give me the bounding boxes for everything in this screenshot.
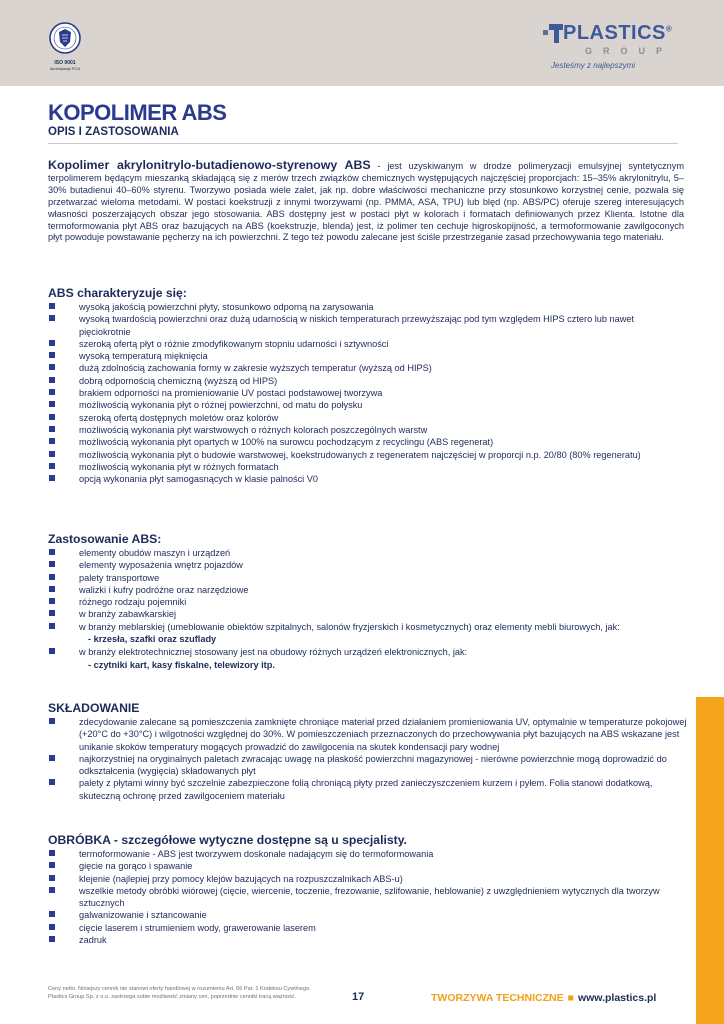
header-band <box>0 0 724 86</box>
bullet-square-icon <box>49 389 55 395</box>
bullet-square-icon <box>49 549 55 555</box>
list-item <box>48 449 688 461</box>
list-item <box>48 313 688 338</box>
bullet-square-icon <box>49 623 55 629</box>
bullet-square-icon <box>49 887 55 893</box>
certification-seal-icon <box>48 20 82 60</box>
list-item <box>48 424 688 436</box>
list-item-text: możliwością wykonania płyt w różnych formatach <box>79 461 279 472</box>
processing-section <box>48 833 688 946</box>
bullet-square-icon <box>49 475 55 481</box>
bullet-square-icon <box>49 377 55 383</box>
bullet-square-icon <box>49 364 55 370</box>
bullet-square-icon <box>49 315 55 321</box>
list-item-text: palety transportowe <box>79 572 160 583</box>
list-item <box>48 753 688 778</box>
list-item <box>48 399 688 411</box>
list-item-text: szeroką ofertą płyt o różnie zmodyfikowanym stopniu udarności i sztywności <box>79 338 389 349</box>
list-item-text: w branży meblarskiej (umeblowanie obiektów szpitalnych, salonów fryzjerskich i kosmetycznych) oraz elementy mebli biurowych, jak: <box>79 621 620 632</box>
bullet-square-icon <box>49 610 55 616</box>
bullet-square-icon <box>49 438 55 444</box>
iso-sublabel: Akredytacja PCA <box>49 66 81 71</box>
list-item-text: termoformowanie - ABS jest tworzywem doskonale nadającym się do termoformowania <box>79 849 434 859</box>
bullet-square-icon <box>49 862 55 868</box>
applications-section <box>48 532 688 671</box>
list-item <box>48 608 688 620</box>
applications-list <box>48 547 688 633</box>
bullet-square-icon <box>49 755 55 761</box>
disclaimer-line-2: Plastics Group Sp. z o.o. zastrzega sobie możliwość zmiany cen, poprzednie cenniki tracą ważność. <box>48 993 297 1000</box>
furniture-note: - krzesła, szafki oraz szuflady <box>88 634 217 645</box>
bullet-square-icon <box>49 303 55 309</box>
list-item <box>48 473 688 485</box>
list-item-text: cięcie laserem i strumieniem wody, grawerowanie laserem <box>79 922 316 933</box>
intro-lead: Kopolimer akrylonitrylo-butadienowo-styrenowy ABS <box>48 158 371 172</box>
storage-section <box>48 701 688 802</box>
bullet-square-icon <box>49 598 55 604</box>
list-item-text: wysoką twardością powierzchni oraz dużą udarnością w niskich temperaturach przewyższając pod tym względem HIPS cztero lub nawet pięciokrotnie <box>79 314 635 337</box>
list-item <box>48 621 688 633</box>
bullet-square-icon <box>49 414 55 420</box>
list-item-text: zdecydowanie zalecane są pomieszczenia zamknięte chroniące materiał przed działaniem promieniowania UV, optymalnie w temperaturze pokojowej (+20°C do +30°C) i wilgotności względnej do 30%. W pomieszczeniach przeznaczonych do przechowywania płyt bazujących na ABS wskazane jest unikanie skoków temperatury mogących prowadzić do zawilgocenia na skutek kondensacji pary wodnej <box>79 717 687 752</box>
list-item-text: wysoką temperaturą mięknięcia <box>79 351 208 362</box>
list-item <box>48 301 688 313</box>
list-item-text: klejenie (najlepiej przy pomocy klejów bazujących na rozpuszczalnikach ABS-u) <box>79 873 403 884</box>
list-item <box>48 922 688 934</box>
bullet-square-icon <box>49 875 55 881</box>
list-item-text: elementy obudów maszyn i urządzeń <box>79 548 231 558</box>
list-item <box>48 596 688 608</box>
list-item-text: brakiem odporności na promieniowanie UV postaci podstawowej tworzywa <box>79 388 383 399</box>
bullet-square-icon <box>49 574 55 580</box>
list-item-text: możliwością wykonania płyt o różnej powierzchni, od matu do połysku <box>79 400 363 411</box>
list-item <box>48 559 688 571</box>
processing-heading: OBRÓBKA - szczegółowe wytyczne dostępne są u specjalisty. <box>48 833 407 847</box>
list-item-text: dużą zdolnością zachowania formy w zakresie wyższych temperatur (wyższą od HIPS) <box>79 363 432 374</box>
features-list <box>48 301 688 485</box>
page-subtitle: OPIS I ZASTOSOWANIA <box>48 126 179 138</box>
bullet-square-icon <box>49 924 55 930</box>
bullet-square-icon <box>49 426 55 432</box>
list-item <box>48 909 688 921</box>
electronics-list <box>48 646 688 658</box>
bullet-square-icon <box>49 911 55 917</box>
page-number: 17 <box>352 991 365 1003</box>
list-item <box>48 860 688 872</box>
side-accent-bar <box>696 697 724 1024</box>
footer-separator-icon: ■ <box>567 992 574 1004</box>
applications-heading: Zastosowanie ABS: <box>48 532 162 546</box>
logo-name: PLASTICS® <box>563 22 673 44</box>
list-item-text: wszelkie metody obróbki wiórowej (cięcie, wiercenie, toczenie, frezowanie, szlifowanie, heblowanie) z uwzględnieniem wytycznych dla tworzyw sztucznych <box>79 885 660 909</box>
bullet-square-icon <box>49 936 55 942</box>
list-item <box>48 436 688 448</box>
bullet-square-icon <box>49 352 55 358</box>
iso-badge <box>42 60 88 72</box>
list-item-text: elementy wyposażenia wnętrz pojazdów <box>79 560 243 571</box>
intro-section <box>48 160 684 244</box>
processing-list <box>48 848 688 946</box>
footer-section-label: TWORZYWA TECHNICZNE <box>431 992 564 1004</box>
list-item-text: różnego rodzaju pojemniki <box>79 597 187 608</box>
bullet-square-icon <box>49 561 55 567</box>
list-item-text: galwanizowanie i sztancowanie <box>79 910 207 921</box>
features-heading: ABS charakteryzuje się: <box>48 286 187 300</box>
logo-slogan: Jesteśmy z najlepszymi <box>551 61 636 70</box>
storage-list <box>48 716 688 802</box>
bullet-square-icon <box>49 586 55 592</box>
bullet-square-icon <box>49 340 55 346</box>
list-item-text: walizki i kufry podróżne oraz narzędziowe <box>79 584 249 595</box>
list-item-text: możliwością wykonania płyt o budowie warstwowej, koekstrudowanych z regeneratem najczęściej w proporcji n.p. 20/80 (80% regeneratu) <box>79 449 641 460</box>
list-item <box>48 885 688 910</box>
list-item <box>48 338 688 350</box>
list-item <box>48 716 688 753</box>
electronics-note: - czytniki kart, kasy fiskalne, telewizory itp. <box>88 659 275 670</box>
disclaimer-line-1: Ceny netto. Niniejszy cennik nie stanowi oferty handlowej w rozumieniu Art. 66 Par. 1 Kodeksu Cywilnego. <box>48 986 311 992</box>
bullet-square-icon <box>49 463 55 469</box>
logo-group: GROUP <box>585 46 674 56</box>
list-item <box>48 777 688 802</box>
footer-brand <box>431 992 656 1004</box>
list-item <box>48 387 688 399</box>
footer-disclaimer <box>48 986 348 1001</box>
plastics-group-logo <box>543 22 688 72</box>
list-item-text: najkorzystniej na oryginalnych paletach zwracając uwagę na płaskość powierzchni magazynowej - nierówne powierzchnie mogą doprowadzić do odkształcenia (wygięcia) składowanych płyt <box>79 753 667 777</box>
list-item <box>48 584 688 596</box>
list-item <box>48 547 688 559</box>
list-item-text: opcją wykonania płyt samogasnących w klasie palności V0 <box>79 474 319 485</box>
storage-heading: SKŁADOWANIE <box>48 701 140 715</box>
page-title: KOPOLIMER ABS <box>48 100 227 125</box>
list-item <box>48 375 688 387</box>
list-item <box>48 934 688 946</box>
list-item-text: palety z płytami winny być szczelnie zabezpieczone folią chroniącą płyty przed zanieczyszczeniem kurzem i pyłem. Folia stanowi dodatkową, skuteczną ochronę przed zawilgoceniem materiału <box>79 778 653 801</box>
list-item-text: możliwością wykonania płyt opartych w 100% na surowcu pochodzącym z recyclingu (ABS regenerat) <box>79 437 494 448</box>
bullet-square-icon <box>49 779 55 785</box>
list-item <box>48 572 688 584</box>
list-item <box>48 412 688 424</box>
list-item <box>48 873 688 885</box>
website-link[interactable]: www.plastics.pl <box>577 992 657 1004</box>
intro-paragraph <box>48 160 684 244</box>
list-item <box>48 350 688 362</box>
title-divider <box>48 143 678 144</box>
bullet-square-icon <box>49 850 55 856</box>
list-item-text: szeroką ofertą dostępnych moletów oraz kolorów <box>79 412 279 423</box>
iso-label: ISO 9001 <box>54 60 76 66</box>
features-section <box>48 286 688 485</box>
list-item <box>48 461 688 473</box>
list-item-text: gięcie na gorąco i spawanie <box>79 861 193 872</box>
list-item-text: zadruk <box>79 935 107 946</box>
bullet-square-icon <box>49 648 55 654</box>
list-item <box>48 848 688 860</box>
bullet-square-icon <box>49 401 55 407</box>
intro-text: - jest uzyskiwanym w drodze polimeryzacji emulsyjnej syntetycznym terpolimerem będącym mieszanką składającą się z merów trzech związków chemicznych występujących najczęściej proporcjach: 15–35% akrylonitrylu, 5–30% butadienui 40–60% styrenu. Tworzywo posiada wiele zalet, jak np. dobre właściwości mechaniczne przy stosunkowo korzystnej cenie, pozwala się przetwarzać wieloma metodami. W postaci koekstruzji z innymi tworzywami (np. PMMA, ASA, TPU) lub blęd (np. ABS/PC) oferuje szereg interesujących własności poszerzających obszar jego stosowania. ABS dostępny jest w postaci płyt w kolorach i formatach definiowanych przez Klienta. Istotne dla termoformowania płyt ABS oraz bazujących na ABS (koekstruzje, blenda) jest, iż polimer ten cechuje higroskopijność, a termoformowanie zawilgoconych płyt powoduje powstawanie pęcherzy na ich powierzchni. Z tego też powodu zalecane jest ściśle przestrzeganie zasad przechowywania tego materiału. <box>48 161 685 243</box>
bullet-square-icon <box>49 451 55 457</box>
list-item-text: możliwością wykonania płyt warstwowych o różnych kolorach poszczególnych warstw <box>79 424 428 435</box>
list-item-text: dobrą odpornością chemiczną (wyższą od HIPS) <box>79 375 278 386</box>
list-item-text: w branży zabawkarskiej <box>79 609 177 620</box>
logo-mark-icon <box>543 24 563 42</box>
list-item-text: wysoką jakością powierzchni płyty, stosunkowo odporną na zarysowania <box>79 302 374 312</box>
list-item <box>48 362 688 374</box>
bullet-square-icon <box>49 718 55 724</box>
list-item: w branży elektrotechnicznej stosowany jest na obudowy różnych urządzeń elektronicznych, jak: <box>48 646 688 658</box>
